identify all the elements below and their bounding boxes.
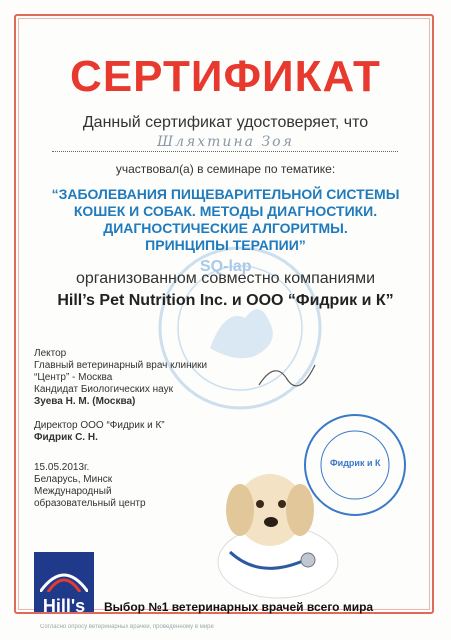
certificate-title: СЕРТИФИКАТ bbox=[70, 52, 381, 101]
stamp-text: Фидрик и К bbox=[330, 458, 381, 468]
event-date: 15.05.2013г. bbox=[34, 462, 90, 473]
topic-line: КОШЕК И СОБАК. МЕТОДЫ ДИАГНОСТИКИ. bbox=[73, 203, 378, 219]
director-block bbox=[34, 420, 165, 444]
recipient-name-line bbox=[52, 150, 398, 152]
topic-line: “ЗАБОЛЕВАНИЯ ПИЩЕВАРИТЕЛЬНОЙ СИСТЕМЫ bbox=[51, 186, 400, 202]
seminar-topic bbox=[0, 186, 451, 254]
watermark-text: SQ-lap bbox=[200, 258, 252, 275]
topic-line: ПРИНЦИПЫ ТЕРАПИИ” bbox=[145, 237, 306, 253]
lecturer-block bbox=[34, 348, 207, 408]
organizer-companies: Hill’s Pet Nutrition Inc. и ООО “Фидрик и К” bbox=[57, 292, 394, 309]
director-name: Фидрик С. Н. bbox=[34, 432, 98, 443]
footer-small-print: Согласно опросу ветеринарных врачей, проведённому в мире bbox=[40, 624, 214, 630]
hills-logo-mark bbox=[40, 558, 88, 592]
hills-brand: Hill's bbox=[42, 596, 86, 616]
lecturer-position: Главный ветеринарный врач клиники bbox=[34, 360, 208, 371]
organized-text: организованном совместно компаниями bbox=[75, 270, 376, 287]
director-label: Директор ООО “Фидрик и К” bbox=[34, 420, 165, 431]
event-venue: Международный bbox=[34, 486, 112, 497]
event-venue: образовательный центр bbox=[34, 498, 146, 509]
certificate-subtitle: Данный сертификат удостоверяет, что bbox=[82, 114, 369, 131]
event-block bbox=[34, 462, 146, 510]
footer-tagline: Выбор №1 ветеринарных врачей всего мира bbox=[104, 600, 374, 614]
lecturer-clinic: “Центр” - Москва bbox=[34, 372, 113, 383]
recipient-name: Шляхтина Зоя bbox=[157, 134, 294, 150]
lecturer-label: Лектор bbox=[34, 348, 67, 359]
event-place: Беларусь, Минск bbox=[34, 474, 113, 485]
lecturer-signature bbox=[255, 355, 325, 395]
participation-text: участвовал(а) в семинаре по тематике: bbox=[115, 162, 336, 176]
lecturer-degree: Кандидат Биологических наук bbox=[34, 384, 173, 395]
topic-line: ДИАГНОСТИЧЕСКИЕ АЛГОРИТМЫ. bbox=[103, 220, 348, 236]
lecturer-name: Зуева Н. М. (Москва) bbox=[34, 396, 136, 407]
